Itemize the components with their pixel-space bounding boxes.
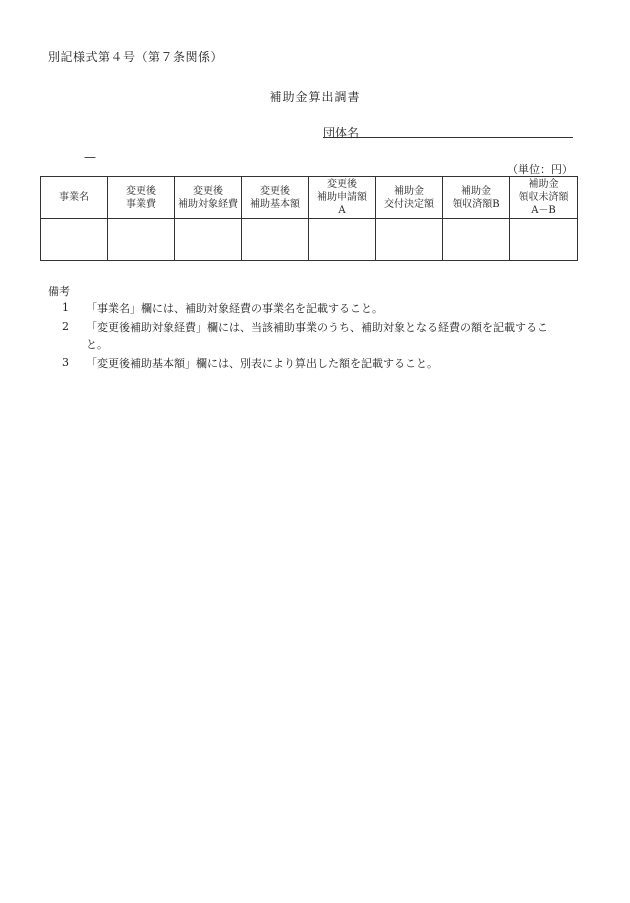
table-cell (376, 219, 443, 261)
remark-text: 「変更後補助対象経費」欄には、当該補助事業のうち、補助対象となる経費の額を記載するこ (86, 321, 548, 334)
header-revised-application-amount: 変更後 補助申請額 A (309, 177, 376, 219)
table-cell (242, 219, 309, 261)
table-cell (108, 219, 175, 261)
table-cell (41, 219, 108, 261)
header-grant-received-amount: 補助金 領収済額B (443, 177, 510, 219)
remark-text: 「事業名」欄には、補助対象経費の事業名を記載すること。 (86, 302, 383, 315)
unit-label: （単位：円） (507, 163, 573, 176)
remark-number: 1 (62, 301, 69, 314)
table-header-row (41, 177, 578, 219)
form-number: 別記様式第４号（第７条関係） (48, 50, 224, 64)
header-revised-eligible-cost: 変更後 補助対象経費 (175, 177, 242, 219)
remark-text-continuation: と。 (86, 338, 108, 351)
document-title: 補助金算出調書 (269, 90, 361, 104)
header-revised-project-cost: 変更後 事業費 (108, 177, 175, 219)
header-revised-base-amount: 変更後 補助基本額 (242, 177, 309, 219)
table-cell (443, 219, 510, 261)
remark-text: 「変更後補助基本額」欄には、別表により算出した額を記載すること。 (86, 357, 438, 370)
organization-underline (323, 137, 573, 138)
remark-number: 3 (62, 356, 69, 369)
organization-label: 団体名 (323, 126, 360, 140)
header-project-name: 事業名 (41, 177, 108, 219)
table-cell (175, 219, 242, 261)
dash-mark: — (84, 150, 96, 164)
table-cell (510, 219, 578, 261)
table-cell (309, 219, 376, 261)
table-row (41, 219, 578, 261)
remarks-heading: 備考 (48, 285, 70, 298)
remark-number: 2 (62, 320, 69, 333)
calculation-table (40, 176, 578, 261)
header-grant-decision-amount: 補助金 交付決定額 (376, 177, 443, 219)
header-grant-unreceived-amount: 補助金 領収未済額 A－B (510, 177, 578, 219)
